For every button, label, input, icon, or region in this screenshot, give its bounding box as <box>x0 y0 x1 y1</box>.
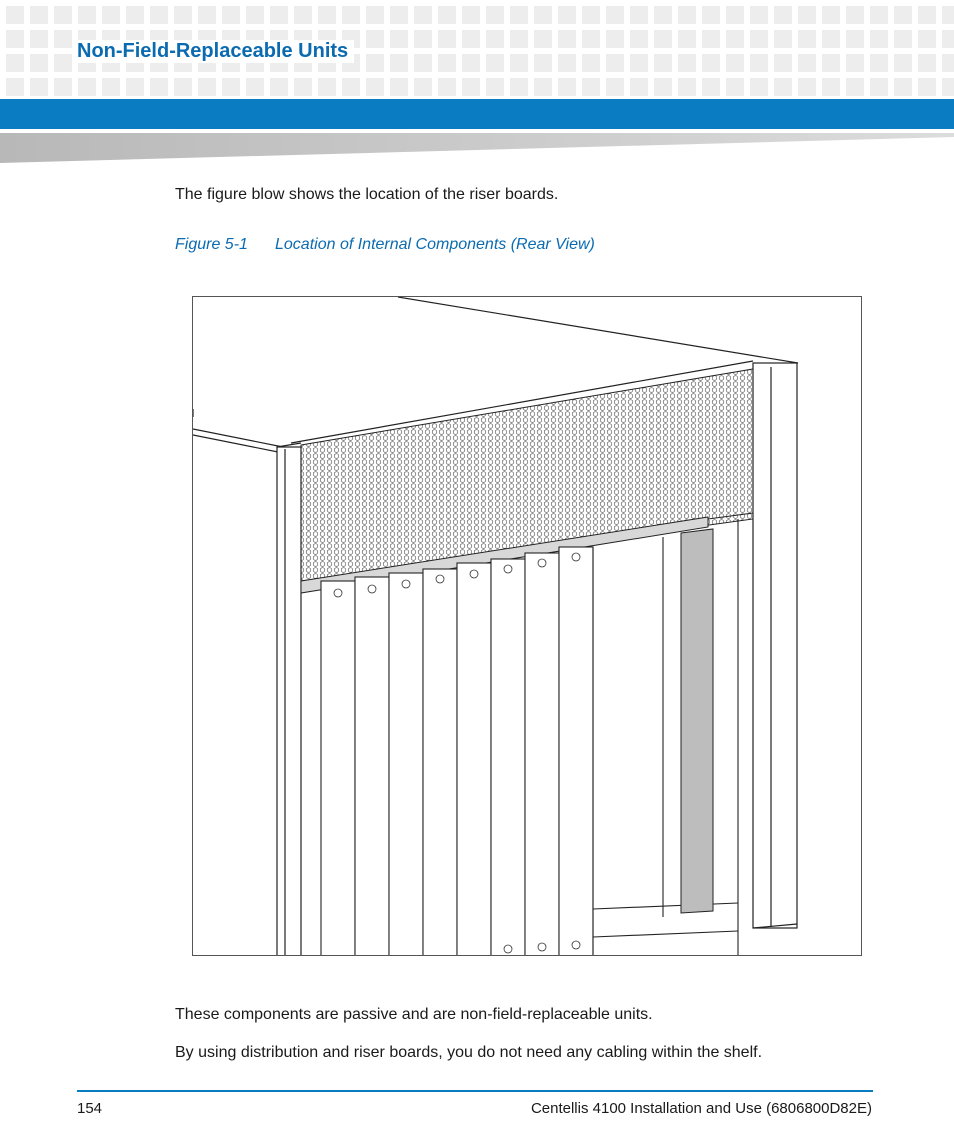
figure-number: Figure 5-1 <box>175 236 248 253</box>
figure-title: Location of Internal Components (Rear View) <box>275 236 595 253</box>
footer-rule <box>77 1090 873 1092</box>
intro-paragraph: The figure blow shows the location of the riser boards. <box>175 186 559 203</box>
header-blue-bar <box>0 99 954 129</box>
rear-view-figure <box>192 296 862 956</box>
page-number: 154 <box>77 1100 103 1117</box>
document-title: Centellis 4100 Installation and Use (6806800D82E) <box>530 1100 872 1117</box>
cabling-paragraph: By using distribution and riser boards, you do not need any cabling within the shelf. <box>175 1044 763 1061</box>
passive-components-paragraph: These components are passive and are non-field-replaceable units. <box>175 1006 653 1023</box>
section-title: Non-Field-Replaceable Units <box>77 40 354 63</box>
header-gray-wedge <box>0 131 954 163</box>
figure-caption <box>175 236 595 254</box>
shelf-line-drawing <box>193 297 862 956</box>
